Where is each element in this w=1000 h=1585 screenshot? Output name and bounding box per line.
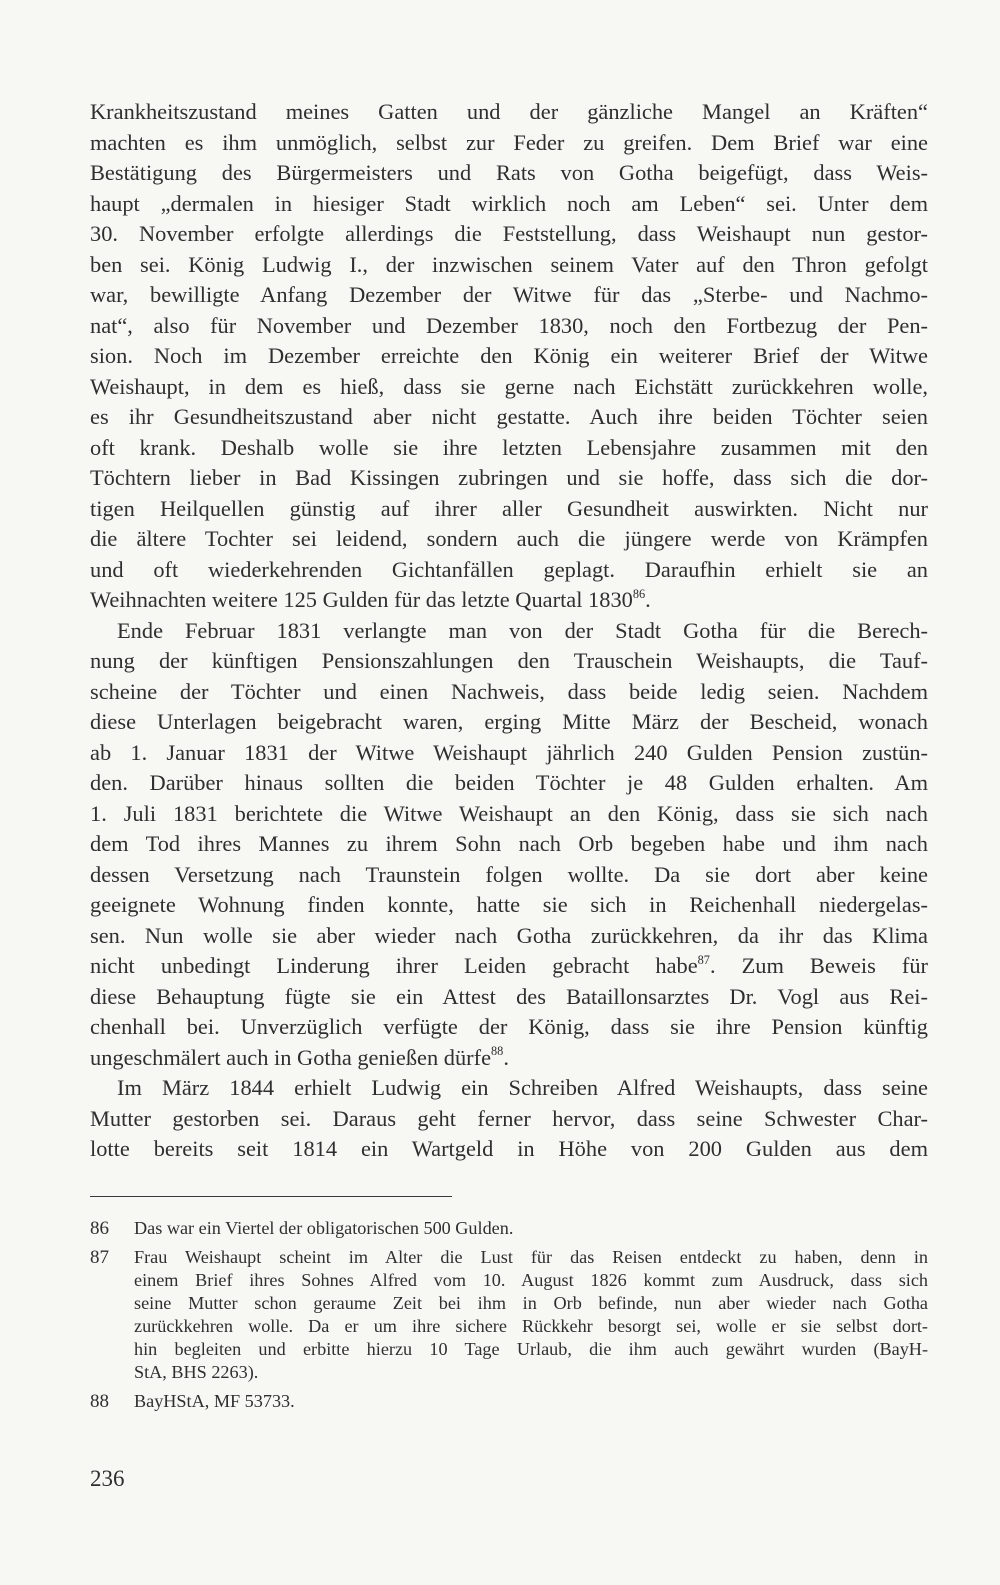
footnote-line: StA, BHS 2263). <box>134 1362 259 1382</box>
text-segment: haupt „dermalen in hiesiger Stadt wirklich noch am Leben“ sei. Unter dem <box>90 190 928 216</box>
text-line <box>90 829 928 860</box>
text-line <box>90 341 928 372</box>
text-line <box>90 219 928 250</box>
footnote-line: einem Brief ihres Sohnes Alfred vom 10. August 1826 kommt zum Ausdruck, dass sich <box>134 1270 928 1290</box>
footnote <box>90 1246 928 1384</box>
text-segment: Krankheitszustand meines Gatten und der gänzliche Mangel an Kräften“ <box>90 99 928 124</box>
text-line <box>90 799 928 830</box>
text-segment: Ende Februar 1831 verlangte man von der Stadt Gotha für die Berech- <box>117 617 928 643</box>
text-segment: machten es ihm unmöglich, selbst zur Feder zu greifen. Dem Brief war eine <box>90 129 928 155</box>
text-line <box>90 1104 928 1135</box>
text-line <box>90 494 928 525</box>
text-line <box>90 280 928 311</box>
text-segment: geeignete Wohnung finden konnte, hatte sie sich in Reichenhall niedergelas- <box>90 892 928 917</box>
footnote-reference: 87 <box>697 952 710 967</box>
text-segment: ungeschmälert auch in Gotha genießen dürfe <box>90 1044 492 1070</box>
text-line <box>90 1134 928 1165</box>
text-segment: 1. Juli 1831 berichtete die Witwe Weishaupt an den König, dass sie sich nach <box>90 800 928 826</box>
text-segment: nicht unbedingt Linderung ihrer Leiden gebracht habe <box>90 953 698 978</box>
text-line <box>90 677 928 708</box>
text-segment: scheine der Töchter und einen Nachweis, dass beide ledig seien. Nachdem <box>90 678 928 704</box>
text-line <box>90 738 928 769</box>
text-segment: lotte bereits seit 1814 ein Wartgeld in Höhe von 200 Gulden aus dem <box>90 1136 928 1161</box>
text-segment: war, bewilligte Anfang Dezember der Witwe für das „Sterbe- und Nachmo- <box>90 282 928 307</box>
text-segment: sion. Noch im Dezember erreichte den König ein weiterer Brief der Witwe <box>90 343 928 368</box>
text-segment: tigen Heilquellen günstig auf ihrer aller Gesundheit auswirkten. Nicht nur <box>90 495 928 521</box>
footnote <box>90 1217 928 1240</box>
text-line <box>90 768 928 799</box>
text-segment: dem Tod ihres Mannes zu ihrem Sohn nach Orb begeben habe und ihm nach <box>90 831 928 856</box>
footnote-number: 88 <box>90 1391 109 1412</box>
text-segment: diese Unterlagen beigebracht waren, erging Mitte März der Bescheid, wonach <box>90 709 928 734</box>
text-segment: Weishaupt, in dem es hieß, dass sie gerne nach Eichstätt zurückkehren wolle, <box>90 373 928 399</box>
text-segment: Töchtern lieber in Bad Kissingen zubringen und sie hoffe, dass sich die dor- <box>90 465 928 490</box>
text-segment: die ältere Tochter sei leidend, sondern auch die jüngere werde von Krämpfen <box>90 526 928 551</box>
footnote-reference: 88 <box>491 1044 504 1059</box>
text-line <box>90 646 928 677</box>
text-segment: oft krank. Deshalb wolle sie ihre letzten Lebensjahre zusammen mit den <box>90 434 928 460</box>
text-segment: 30. November erfolgte allerdings die Feststellung, dass Weishaupt nun gestor- <box>90 221 928 246</box>
text-line <box>90 402 928 433</box>
footnote-line: BayHStA, MF 53733. <box>134 1391 295 1411</box>
text-line <box>90 890 928 921</box>
text-line <box>90 555 928 586</box>
main-text <box>90 97 928 1165</box>
text-segment: diese Behauptung fügte sie ein Attest des Bataillonsarztes Dr. Vogl aus Rei- <box>90 983 928 1009</box>
footnote-separator <box>90 1196 452 1197</box>
text-segment: . Zum Beweis für <box>709 953 928 978</box>
text-segment: nung der künftigen Pensionszahlungen den Trauschein Weishaupts, die Tauf- <box>90 648 928 673</box>
text-segment: ab 1. Januar 1831 der Witwe Weishaupt jährlich 240 Gulden Pension zustün- <box>90 739 928 765</box>
text-line <box>90 921 928 952</box>
footnote-number: 87 <box>90 1247 109 1268</box>
text-line <box>90 616 928 647</box>
footnote-reference: 86 <box>632 586 646 601</box>
text-line <box>90 372 928 403</box>
text-segment: sen. Nun wolle sie aber wieder nach Gotha zurückkehren, da ihr das Klima <box>90 922 928 948</box>
text-line <box>90 1073 928 1104</box>
text-line <box>90 707 928 738</box>
text-line <box>90 585 928 616</box>
text-segment: Bestätigung des Bürgermeisters und Rats von Gotha beigefügt, dass Weis- <box>90 160 928 185</box>
page-number: 236 <box>90 1466 125 1491</box>
text-segment: chenhall bei. Unverzüglich verfügte der König, dass sie ihre Pension künftig <box>90 1014 928 1039</box>
text-line <box>90 433 928 464</box>
footnote-line: seine Mutter schon geraume Zeit bei ihm in Orb befinde, nun aber wieder nach Gotha <box>134 1293 928 1313</box>
text-line <box>90 982 928 1013</box>
text-line <box>90 1043 928 1074</box>
text-line <box>90 311 928 342</box>
footnote-line: Das war ein Viertel der obligatorischen 500 Gulden. <box>134 1218 514 1238</box>
text-line <box>90 951 928 982</box>
footnote-line: Frau Weishaupt scheint im Alter die Lust für das Reisen entdeckt zu haben, denn in <box>134 1247 928 1267</box>
footnote-number: 86 <box>90 1218 109 1239</box>
text-segment: und oft wiederkehrenden Gichtanfällen geplagt. Daraufhin erhielt sie an <box>90 556 928 582</box>
text-line <box>90 1012 928 1043</box>
text-segment: den. Darüber hinaus sollten die beiden Töchter je 48 Gulden erhalten. Am <box>90 770 928 795</box>
text-segment: Mutter gestorben sei. Daraus geht ferner hervor, dass seine Schwester Char- <box>90 1105 928 1131</box>
text-segment: nat“, also für November und Dezember 1830, noch den Fortbezug der Pen- <box>90 312 928 338</box>
text-segment: . <box>503 1044 509 1070</box>
footnote <box>90 1390 928 1413</box>
text-segment: Im März 1844 erhielt Ludwig ein Schreiben Alfred Weishaupts, dass seine <box>117 1075 928 1100</box>
text-line <box>90 860 928 891</box>
text-segment: es ihr Gesundheitszustand aber nicht gestatte. Auch ihre beiden Töchter seien <box>90 404 928 429</box>
footnote-line: zurückkehren wolle. Da er um ihre sichere Rückkehr besorgt sei, wolle er sie selbst dort- <box>134 1316 928 1336</box>
footnotes <box>90 1217 928 1419</box>
text-line <box>90 128 928 159</box>
footnote-line: hin begleiten und erbitte hierzu 10 Tage Urlaub, die ihm auch gewährt wurden (BayH- <box>134 1339 928 1359</box>
text-line <box>90 463 928 494</box>
text-line <box>90 189 928 220</box>
text-line <box>90 250 928 281</box>
text-segment: dessen Versetzung nach Traunstein folgen wollte. Da sie dort aber keine <box>90 861 928 887</box>
text-segment: Weihnachten weitere 125 Gulden für das letzte Quartal 1830 <box>90 587 633 612</box>
text-line <box>90 158 928 189</box>
text-segment: . <box>645 587 651 612</box>
text-line <box>90 97 928 128</box>
text-segment: ben sei. König Ludwig I., der inzwischen seinem Vater auf den Thron gefolgt <box>90 251 928 277</box>
text-line <box>90 524 928 555</box>
